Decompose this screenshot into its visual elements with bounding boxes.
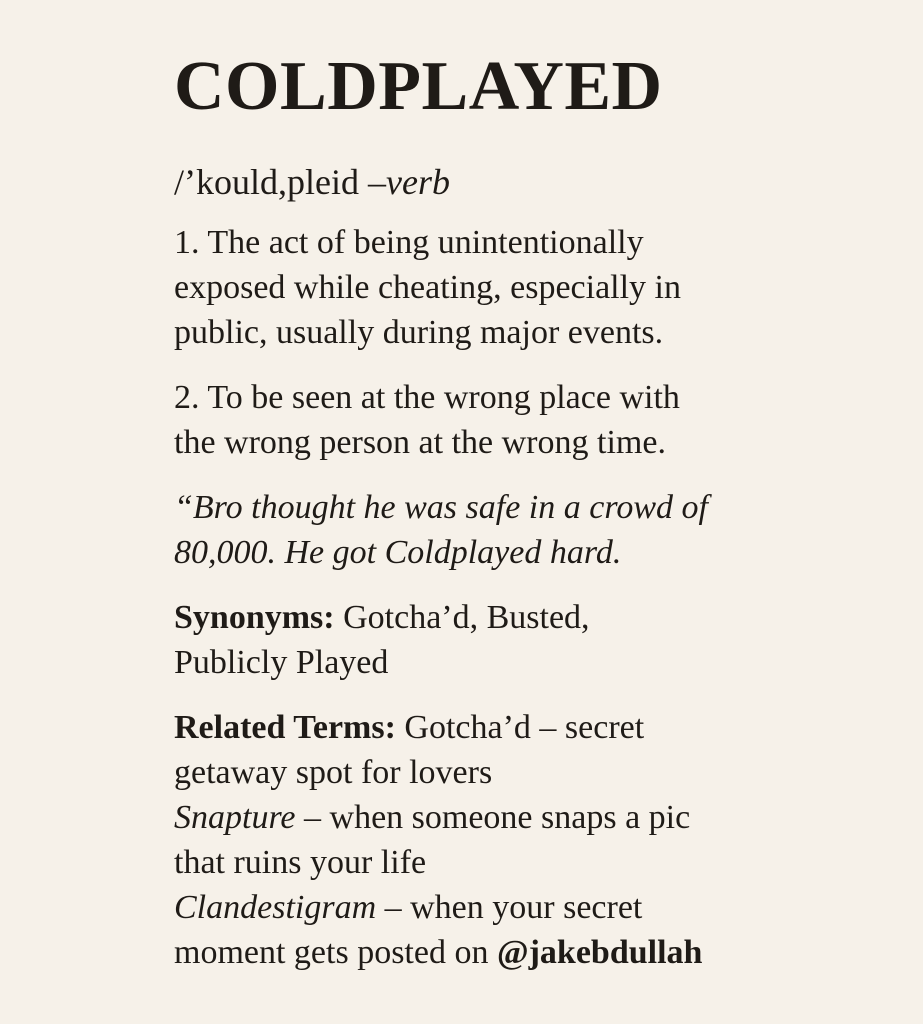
definition-1-line-2: exposed while cheating, especially in xyxy=(174,269,681,306)
related-term-1-definition: Gotcha’d – secret xyxy=(395,709,645,746)
synonyms-list-line-1: Gotcha’d, Busted, xyxy=(334,599,590,636)
part-of-speech: –verb xyxy=(367,162,450,202)
definition-2-line-2: the wrong person at the wrong time. xyxy=(174,424,666,461)
definition-1-line-3: public, usually during major events. xyxy=(174,314,664,351)
related-term-2: Snapture xyxy=(174,799,296,836)
usage-example-line-2: 80,000. He got Coldplayed hard. xyxy=(174,534,622,571)
definition-2-line-1: 2. To be seen at the wrong place with xyxy=(174,379,680,416)
definition-2 xyxy=(174,375,894,465)
synonyms-list-line-2: Publicly Played xyxy=(174,644,389,681)
pronunciation-line xyxy=(174,160,894,204)
definition-1-line-1: 1. The act of being unintentionally xyxy=(174,224,644,261)
related-term-2-definition-cont: that ruins your life xyxy=(174,844,427,881)
pronunciation-text: /’kould,pleid xyxy=(174,162,359,202)
related-terms-section xyxy=(174,705,894,975)
definition-1 xyxy=(174,220,894,355)
headword-title: COLDPLAYED xyxy=(174,48,663,125)
author-handle: @jakebdullah xyxy=(496,934,703,971)
related-term-2-definition: – when someone snaps a pic xyxy=(295,799,691,836)
synonyms-section xyxy=(174,595,894,685)
usage-example xyxy=(174,485,894,575)
related-term-3-definition-cont: moment gets posted on xyxy=(174,934,497,971)
related-term-3: Clandestigram xyxy=(174,889,377,926)
related-terms-label: Related Terms: xyxy=(174,709,396,746)
synonyms-label: Synonyms: xyxy=(174,599,335,636)
related-term-1-definition-cont: getaway spot for lovers xyxy=(174,754,493,791)
dictionary-entry xyxy=(174,48,894,975)
usage-example-line-1: “Bro thought he was safe in a crowd of xyxy=(174,489,708,526)
related-term-3-definition: – when your secret xyxy=(376,889,643,926)
